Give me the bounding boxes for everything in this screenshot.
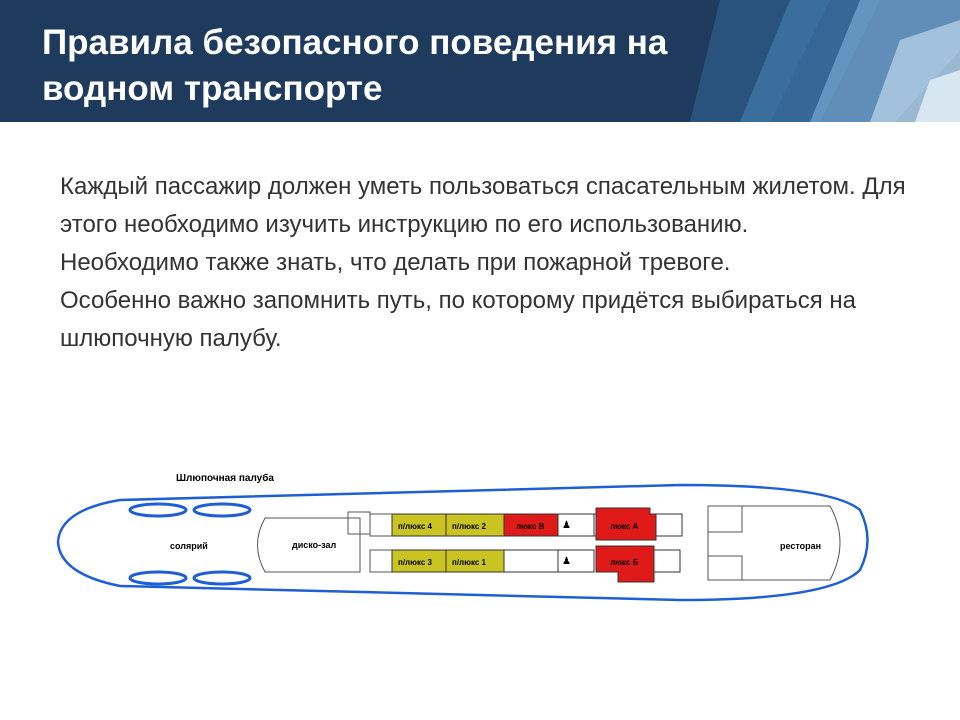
cabin-lux-v-label: люкс В (516, 522, 545, 531)
lifeboat-4 (194, 572, 250, 584)
wc-top-icon: ♟ (562, 520, 571, 531)
cabin-semi-lux-4-label: п/люкс 4 (398, 522, 432, 531)
paragraph-life-vest: Каждый пассажир должен уметь пользоваться спасательным жилетом. Для этого необходимо изучить инструкцию по его использованию. (60, 173, 906, 238)
cabin-lux-a-label: люкс А (610, 522, 639, 531)
disco-hall-label: диско-зал (292, 540, 337, 550)
cabin-semi-lux-2-label: п/люкс 2 (452, 522, 486, 531)
restaurant-label: ресторан (780, 541, 822, 551)
lifeboat-2 (194, 504, 250, 516)
cabin-bottom-empty (504, 550, 558, 572)
room-left-top (370, 514, 392, 536)
slide-header (0, 0, 960, 122)
wc-bottom-icon: ♟ (562, 556, 571, 567)
solarium-label: солярий (170, 541, 208, 551)
slide-title: Правила безопасного поведения на водном транспорте (42, 23, 668, 108)
room-right-bottom (654, 550, 680, 572)
lifeboat-1 (130, 504, 186, 516)
deck-plan-caption: Шлюпочная палуба (176, 473, 274, 484)
cabin-lux-b-label: люкс Б (610, 558, 639, 567)
restaurant-stairs-bottom (708, 556, 742, 580)
room-right-top (656, 514, 682, 536)
cabin-semi-lux-3-label: п/люкс 3 (398, 558, 432, 567)
paragraph-fire-alarm: Необходимо также знать, что делать при пожарной тревоге. (60, 249, 731, 276)
lifeboat-3 (130, 572, 186, 584)
room-left-bottom (370, 550, 392, 572)
deck-plan (40, 460, 880, 610)
disco-hall-stairs (348, 512, 370, 534)
slide-body (60, 168, 920, 358)
paragraph-escape-route: Особенно важно запомнить путь, по которому придётся выбираться на шлюпочную палубу. (60, 287, 857, 352)
restaurant-stairs-top (708, 506, 742, 532)
cabin-semi-lux-1-label: п/люкс 1 (452, 558, 486, 567)
